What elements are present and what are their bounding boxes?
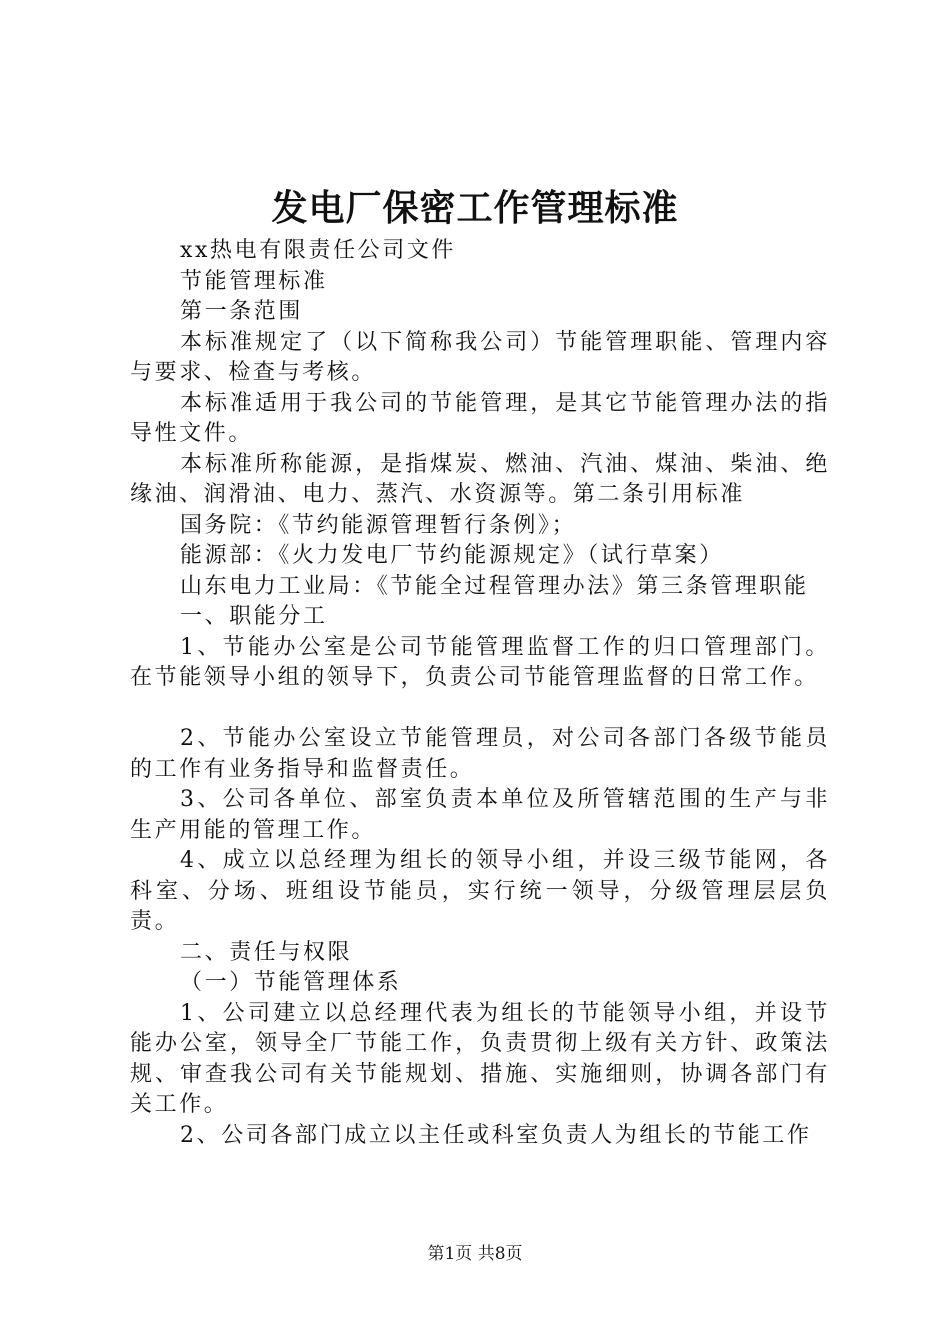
- paragraph: 2、公司各部门成立以主任或科室负责人为组长的节能工作: [180, 1122, 812, 1148]
- document-title: 发电厂保密工作管理标准: [271, 187, 679, 229]
- paragraph: 本标准规定了（以下简称我公司）节能管理职能、管理内容与要求、检查与考核。: [130, 329, 830, 385]
- paragraph: 1、节能办公室是公司节能管理监督工作的归口管理部门。在节能领导小组的领导下，负责公司节能管理监督的日常工作。: [130, 634, 830, 690]
- paragraph: 第一条范围: [180, 299, 304, 324]
- paragraph: 3、公司各单位、部室负责本单位及所管辖范围的生产与非生产用能的管理工作。: [130, 787, 830, 843]
- paragraph: （一）节能管理体系: [180, 970, 402, 995]
- paragraph: 一、职能分工: [180, 604, 328, 629]
- paragraph: 2、节能办公室设立节能管理员，对公司各部门各级节能员的工作有业务指导和监督责任。: [130, 726, 830, 782]
- paragraph: 1、公司建立以总经理代表为组长的节能领导小组，并设节能办公室，领导全厂节能工作，负责贯彻上级有关方针、政策法规、审查我公司有关节能规划、措施、实施细则，协调各部门有关工作。: [130, 1000, 830, 1117]
- document-body: [130, 236, 830, 1151]
- paragraph: 本标准适用于我公司的节能管理，是其它节能管理办法的指导性文件。: [130, 390, 830, 446]
- paragraph: 二、责任与权限: [180, 939, 353, 965]
- paragraph: 国务院：《节约能源管理暂行条例》；: [180, 512, 577, 538]
- paragraph: 本标准所称能源，是指煤炭、燃油、汽油、煤油、柴油、绝缘油、润滑油、电力、蒸汽、水资源等。第二条引用标准: [130, 451, 830, 507]
- paragraph: 能源部：《火力发电厂节约能源规定》（试行草案）: [180, 543, 724, 568]
- page-number-footer: 第1页 共8页: [427, 1244, 523, 1264]
- paragraph: xx热电有限责任公司文件: [180, 238, 457, 263]
- paragraph: 山东电力工业局：《节能全过程管理办法》第三条管理职能: [180, 573, 809, 599]
- paragraph: 节能管理标准: [180, 268, 328, 294]
- paragraph: 4、成立以总经理为组长的领导小组，并设三级节能网，各科室、分场、班组设节能员，实行统一领导，分级管理层层负责。: [130, 848, 830, 934]
